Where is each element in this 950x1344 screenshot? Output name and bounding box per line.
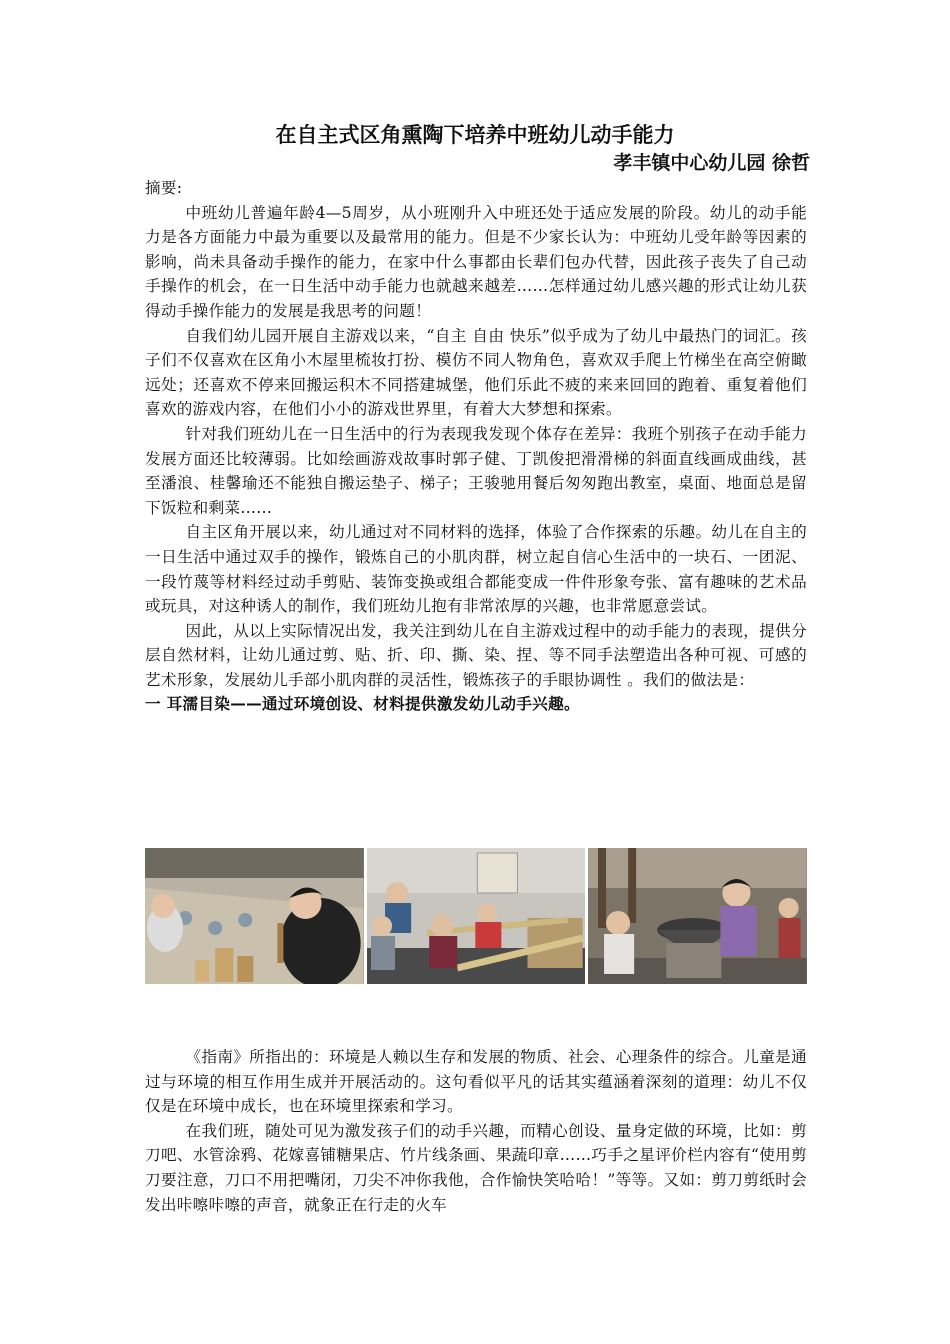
body-bottom <box>145 1045 807 1217</box>
photo-children-bamboo-play <box>145 848 364 984</box>
document-title: 在自主式区角熏陶下培养中班幼儿动手能力 <box>275 123 675 147</box>
paragraph: 在我们班，随处可见为激发孩子们的动手兴趣，而精心创设、量身定做的环境，比如：剪刀吧、水管涂鸦、花嫁喜铺糖果店、竹片线条画、果蔬印章……巧手之星评价栏内容有“使用剪刀要注意，刀口不用把嘴闭，刀尖不冲你我他，合作愉快笑哈哈！”等等。又如：剪刀剪纸时会发出咔嚓咔嚓的声音，就象正在行走的火车 <box>145 1121 807 1214</box>
photo-strip <box>145 848 807 984</box>
section-heading: 一 耳濡目染——通过环境创设、材料提供激发幼儿动手兴趣。 <box>145 695 580 714</box>
abstract-label: 摘要: <box>145 179 183 197</box>
paragraph: 因此，从以上实际情况出发，我关注到幼儿在自主游戏过程中的动手能力的表现，提供分层自然材料，让幼儿通过剪、贴、折、印、撕、染、捏、等不同手法塑造出各种可视、可感的艺术形象，发展幼儿手部小肌肉群的灵活性，锻炼孩子的手眼协调性 。我们的做法是： <box>145 621 807 689</box>
paragraph: 自主区角开展以来，幼儿通过对不同材料的选择，体验了合作探索的乐趣。幼儿在自主的一日生活中通过双手的操作，锻炼自己的小肌肉群，树立起自信心生活中的一块石、一团泥、一段竹蔑等材料经过动手剪贴、装饰变换或组合都能变成一件件形象夸张、富有趣味的艺术品或玩具，对这种诱人的制作，我们班幼儿抱有非常浓厚的兴趣，也非常愿意尝试。 <box>145 523 807 616</box>
author-line: 孝丰镇中心幼儿园 徐哲 <box>613 152 810 174</box>
paragraph: 针对我们班幼儿在一日生活中的行为表现我发现个体存在差异：我班个别孩子在动手能力发展方面还比较薄弱。比如绘画游戏故事时郭子健、丁凯俊把滑滑梯的斜面直线画成曲线，甚至潘浪、桂馨瑜还不能独自搬运垫子、梯子；王骏驰用餐后匆匆跑出教室，桌面、地面总是留下饭粒和剩菜…… <box>145 424 807 517</box>
body-top <box>145 176 807 717</box>
photo-children-bamboo-pipes <box>367 848 586 984</box>
paragraph: 《指南》所指出的：环境是人赖以生存和发展的物质、社会、心理条件的综合。儿童是通过与环境的相互作用生成并开展活动的。这句看似平凡的话其实蕴涵着深刻的道理：幼儿不仅仅是在环境中成长，也在环境里探索和学习。 <box>145 1048 807 1116</box>
paragraph: 自我们幼儿园开展自主游戏以来，“自主 自由 快乐”似乎成为了幼儿中最热门的词汇。孩子们不仅喜欢在区角小木屋里梳妆打扮、模仿不同人物角色，喜欢双手爬上竹梯坐在高空俯瞰远处；还喜欢不停来回搬运积木不同搭建城堡，他们乐此不疲的来来回回的跑着、重复着他们喜欢的游戏内容，在他们小小的游戏世界里，有着大大梦想和探索。 <box>145 326 807 419</box>
photo-children-cooking-pot <box>588 848 807 984</box>
paragraph: 中班幼儿普遍年龄4—5周岁，从小班刚升入中班还处于适应发展的阶段。幼儿的动手能力是各方面能力中最为重要以及最常用的能力。但是不少家长认为：中班幼儿受年龄等因素的影响，尚未具备动手操作的能力，在家中什么事都由长辈们包办代替，因此孩子丧失了自己动手操作的机会，在一日生活中动手能力也就越来越差……怎样通过幼儿感兴趣的形式让幼儿获得动手操作能力的发展是我思考的问题！ <box>145 203 807 320</box>
